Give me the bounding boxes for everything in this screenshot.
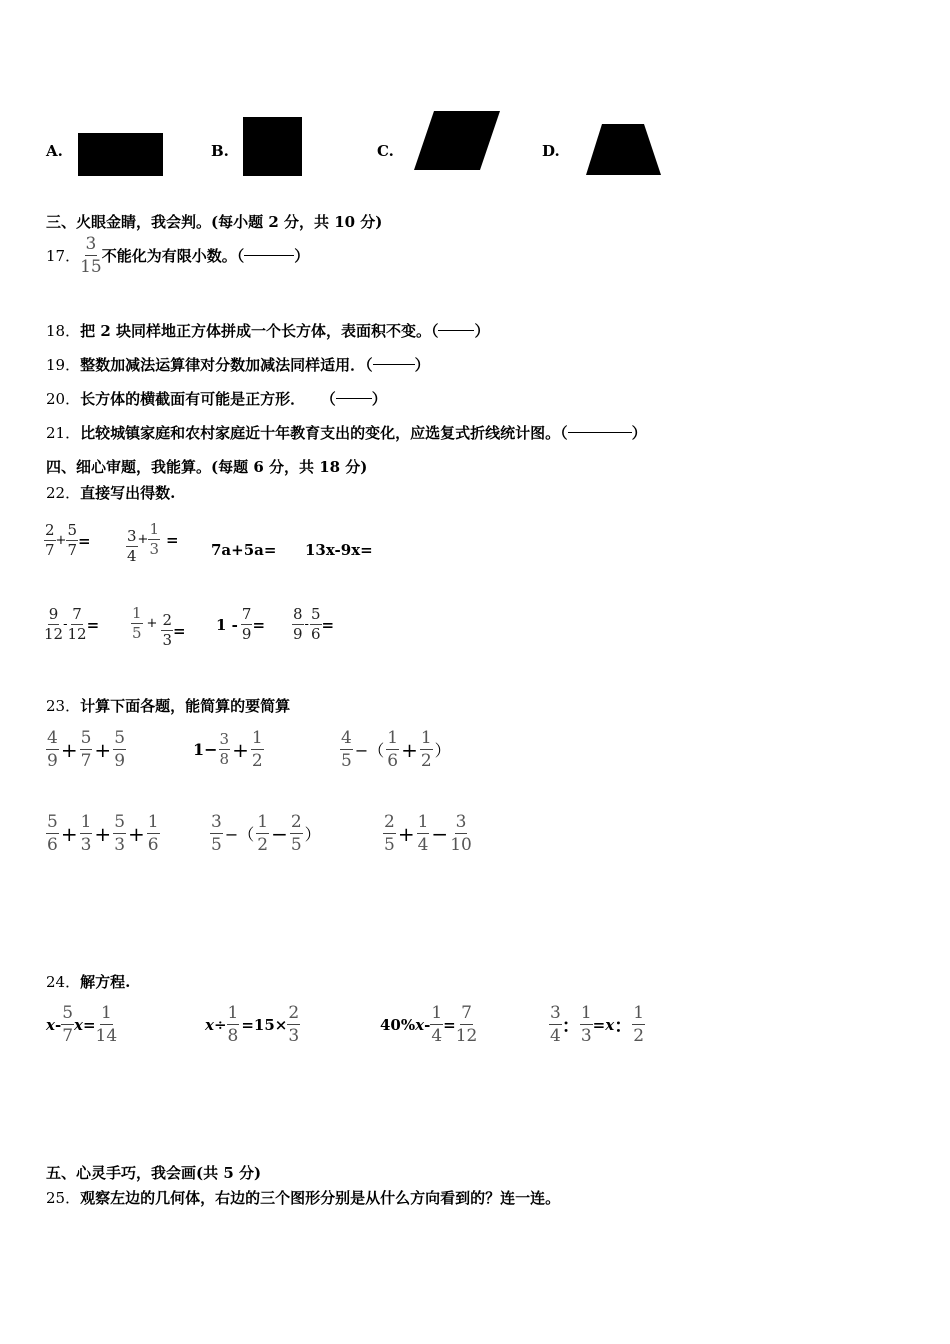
answer-blank[interactable] xyxy=(373,364,415,365)
answer-blank[interactable] xyxy=(438,330,474,331)
section3-heading: 三、火眼金睛，我会判。(每小题 2 分，共 10 分) xyxy=(46,213,383,231)
q23-r2-e1: $\frac{5}{6}$ + $\frac{1}{3}$ + $\frac{5}{3}$ + $\frac{1}{6}$ xyxy=(47,812,159,855)
option-b-label: B. xyxy=(211,142,229,160)
square-shape xyxy=(243,117,302,176)
answer-blank[interactable] xyxy=(336,398,372,399)
q24-e4: $\frac{3}{4}$ ： $\frac{1}{3}$ = x ： $\frac{1}{2}$ xyxy=(550,1003,645,1046)
q24-e1: x - $\frac{5}{7}$ x = $\frac{1}{14}$ xyxy=(46,1003,118,1046)
question-20: 20． 长方体的横截面有可能是正方形． （ ） xyxy=(46,390,387,408)
q22-r2-e4: $\frac{8}{9}$ - $\frac{5}{6}$ = xyxy=(293,605,335,643)
fraction: $\frac{3}{15}$ xyxy=(80,234,102,277)
q22-r1-e4: 13x-9x= xyxy=(305,541,373,559)
section4-heading: 四、细心审题，我能算。(每题 6 分，共 18 分) xyxy=(46,458,368,476)
q22-r2-e1: $\frac{9}{12}$ - $\frac{7}{12}$ = xyxy=(44,605,100,643)
question-22: 22． 直接写出得数. xyxy=(46,484,176,502)
question-19: 19． 整数加减法运算律对分数加减法同样适用．（ ） xyxy=(46,356,430,374)
q22-r2-e2: $\frac{1}{5}$ + $\frac{2}{3}$ = xyxy=(132,604,186,649)
question-21: 21． 比较城镇家庭和农村家庭近十年教育支出的变化，应选复式折线统计图。（ ） xyxy=(46,424,647,442)
rectangle-shape xyxy=(78,133,163,176)
q23-r1-e1: $\frac{4}{9}$ + $\frac{5}{7}$ + $\frac{5}{9}$ xyxy=(47,728,126,771)
trapezoid-shape xyxy=(584,122,664,177)
q23-r2-e2: $\frac{3}{5}$ −（ $\frac{1}{2}$ − $\frac{2}{5}$ ） xyxy=(211,812,321,855)
question-23: 23． 计算下面各题，能简算的要简算 xyxy=(46,697,291,715)
parallelogram-shape xyxy=(412,108,502,173)
question-17: 17． $\frac{3}{15}$ 不能化为有限小数。（ ） xyxy=(46,234,310,277)
q23-r2-e3: $\frac{2}{5}$ + $\frac{1}{4}$ − $\frac{3}{10}$ xyxy=(384,812,472,855)
q22-r1-e1: $\frac{2}{7}$ + $\frac{5}{7}$ = xyxy=(45,521,91,559)
q23-r1-e3: $\frac{4}{5}$ −（ $\frac{1}{6}$ + $\frac{1}{2}$ ） xyxy=(341,728,451,771)
q22-r1-e3: 7a+5a= xyxy=(211,541,277,559)
question-24: 24． 解方程. xyxy=(46,973,131,991)
option-d-label: D. xyxy=(542,142,560,160)
q24-e2: x ÷ $\frac{1}{8}$ =15× $\frac{2}{3}$ xyxy=(205,1003,300,1046)
question-25: 25． 观察左边的几何体，右边的三个图形分别是从什么方向看到的？连一连。 xyxy=(46,1189,561,1207)
answer-blank[interactable] xyxy=(568,432,632,433)
option-c-label: C. xyxy=(377,142,394,160)
section5-heading: 五、心灵手巧，我会画(共 5 分) xyxy=(46,1164,262,1182)
option-a-label: A. xyxy=(46,142,63,160)
q22-r1-e2: $\frac{3}{4}$ + $\frac{1}{3}$ = xyxy=(127,520,179,565)
answer-blank[interactable] xyxy=(244,255,294,256)
q24-e3: 40% x - $\frac{1}{4}$ = $\frac{7}{12}$ xyxy=(380,1003,478,1046)
q22-r2-e3: 1 - $\frac{7}{9}$ = xyxy=(216,605,266,643)
question-18: 18． 把 2 块同样地正方体拼成一个长方体，表面积不变。（ ） xyxy=(46,322,490,340)
q23-r1-e2: 1− $\frac{3}{8}$ + $\frac{1}{2}$ xyxy=(193,728,263,771)
